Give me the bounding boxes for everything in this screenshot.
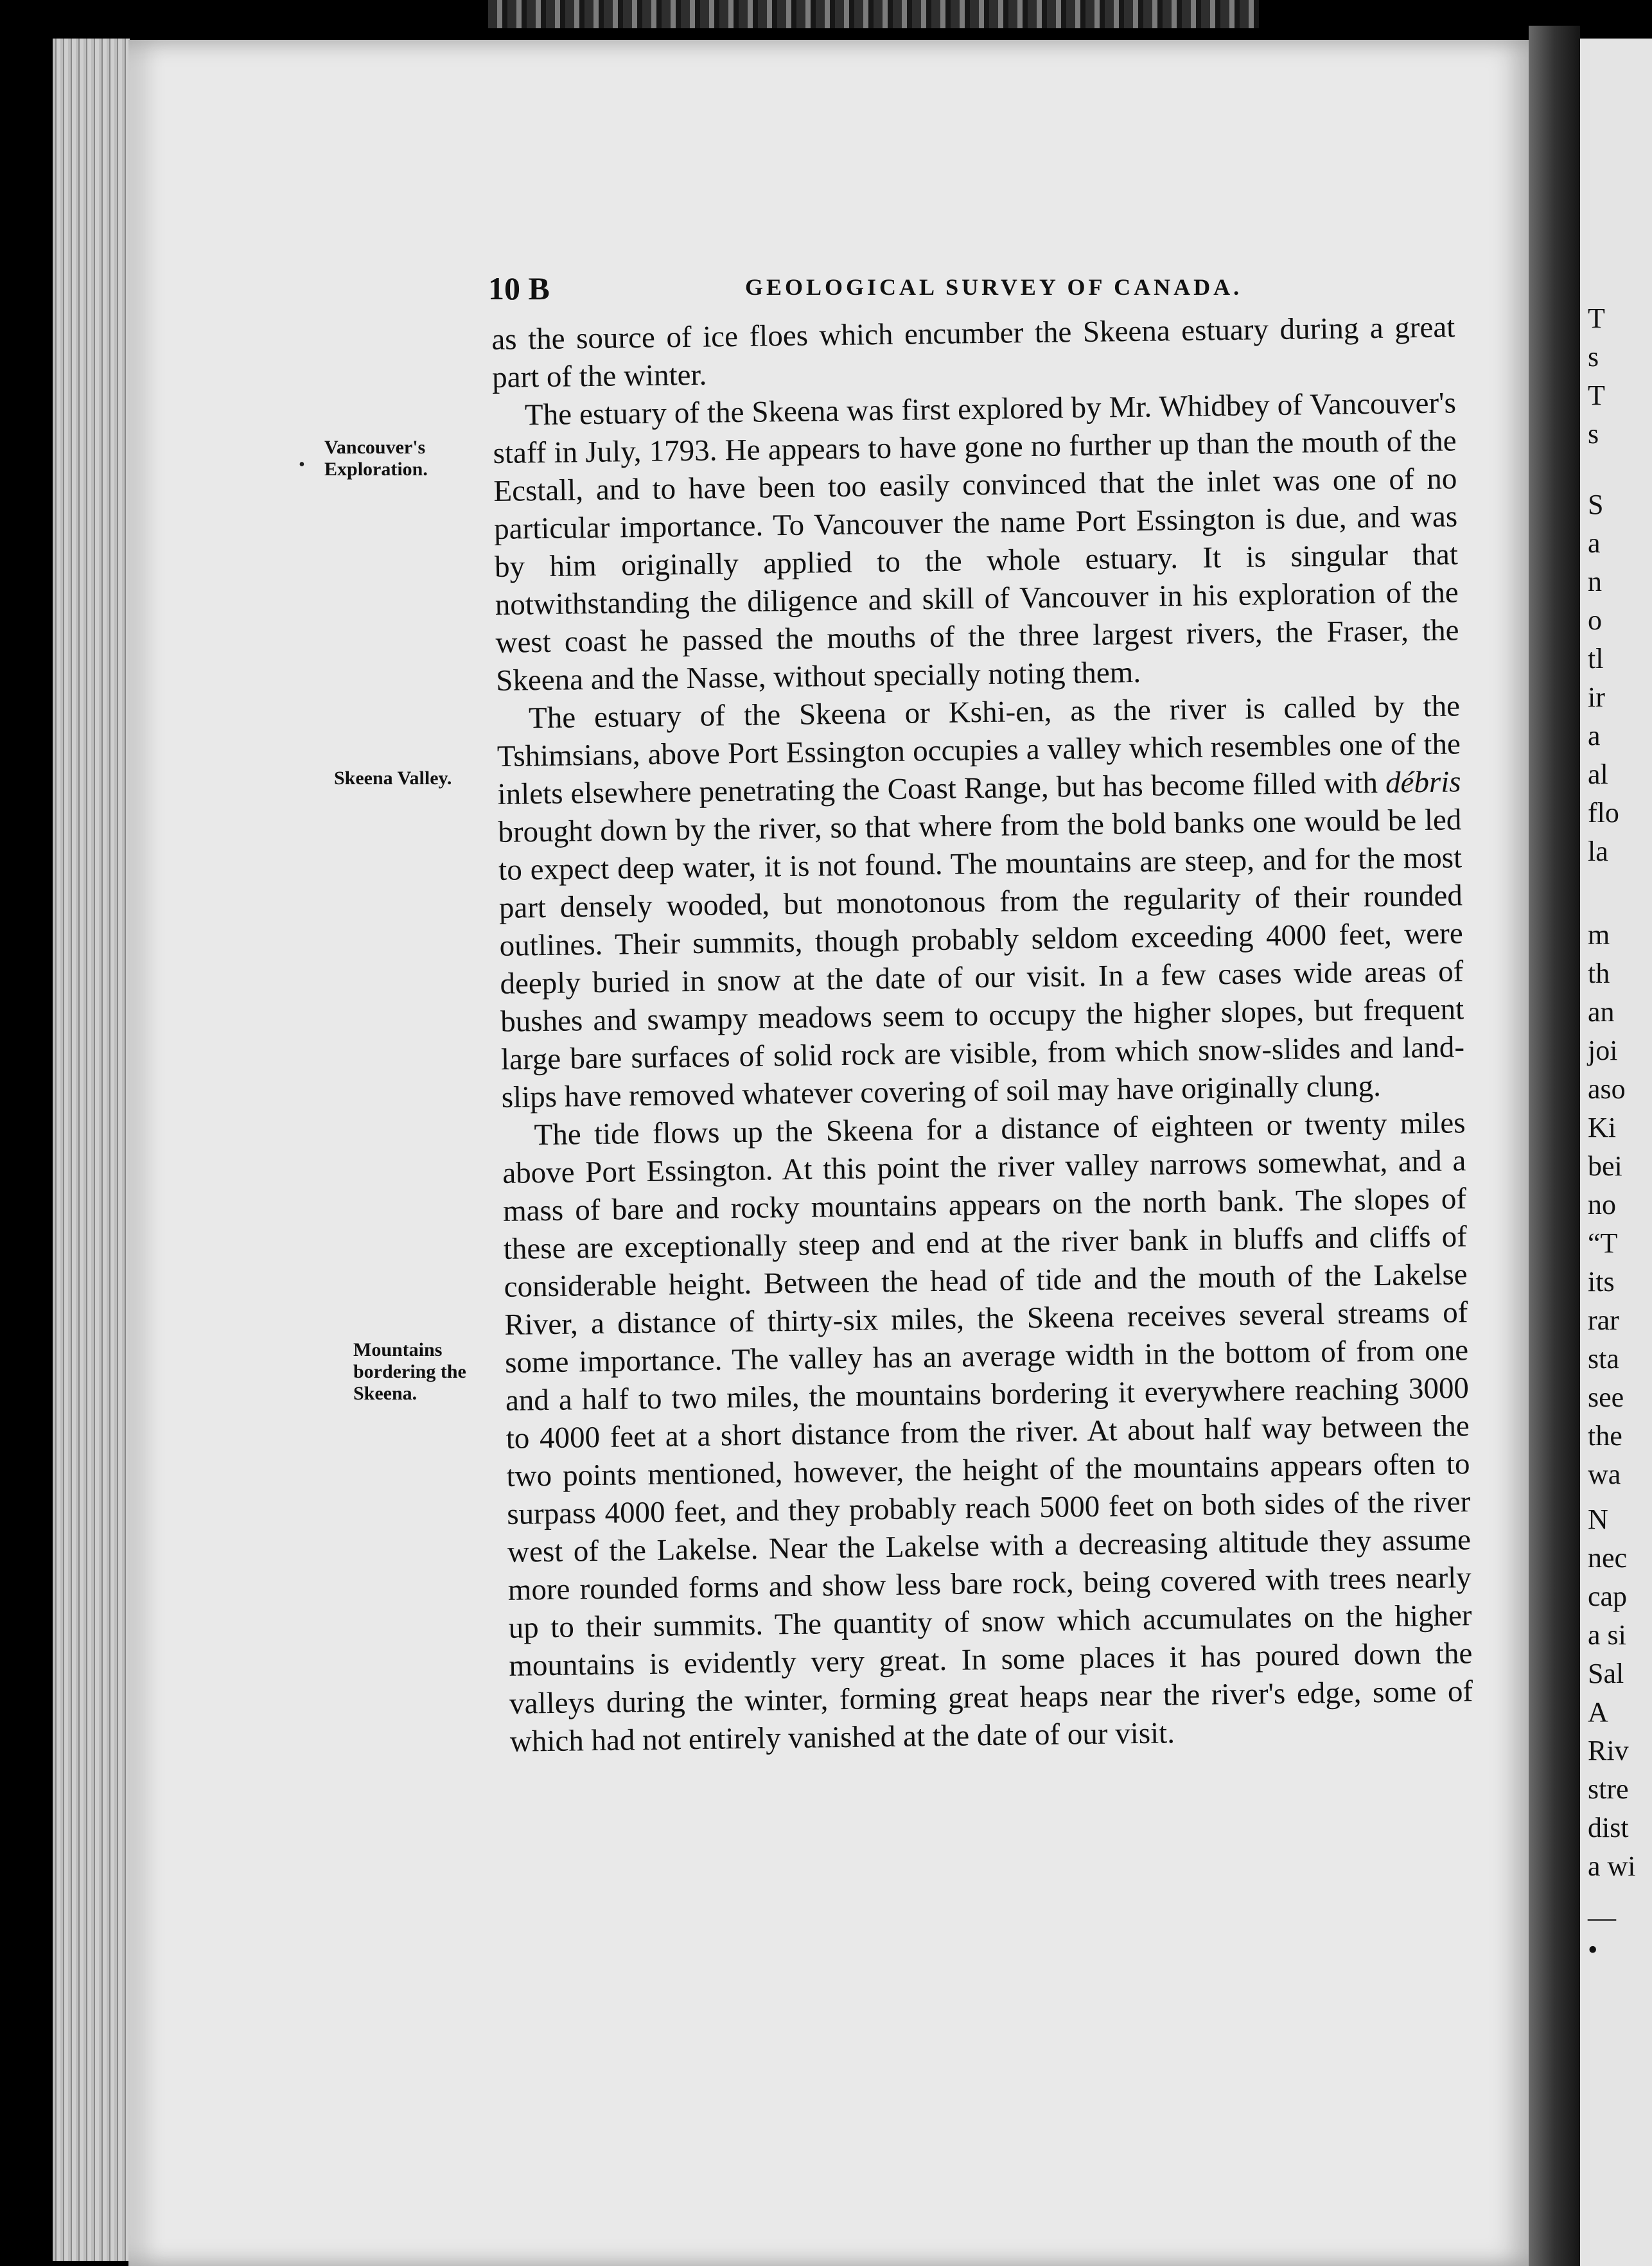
paragraph-skeena-estuary-part-2: brought down by the river, so that where from the bold banks one would be led to expect deep water, it is not found. The mountains are steep, and for the most part densely wooded, but monotonous from the regularity of their rounded outlines. Their summits, though probably seldom exceeding 4000 feet, were deeply buried in snow at the date of our visit. In a few cases wide areas of bushes and swampy meadows seem to occupy the higher slopes, but frequent large bare surfaces of solid rock are visible, from which snow-slides and land-slips have removed whatever covering of soil may have originally clung. xyxy=(498,803,1465,1114)
italic-debris: débris xyxy=(1385,765,1461,800)
facing-page-fragment: n xyxy=(1588,566,1602,597)
facing-page-fragment: S xyxy=(1588,489,1604,520)
facing-page-fragment: tl xyxy=(1588,643,1604,674)
paragraph-continuation: as the source of ice floes which encumber the Skeena estuary during a great part of the winter. xyxy=(491,310,1455,394)
facing-page-fragment: its xyxy=(1588,1266,1615,1297)
facing-page-fragment: T xyxy=(1588,303,1605,334)
facing-page-fragment: dist xyxy=(1588,1812,1629,1843)
body-text xyxy=(491,308,1473,1761)
facing-page-fragment: nec xyxy=(1588,1542,1628,1574)
facing-page-fragment: rar xyxy=(1588,1304,1619,1336)
margin-mark: • xyxy=(299,455,305,475)
facing-page-fragment: a xyxy=(1588,527,1601,559)
facing-page-fragment: m xyxy=(1588,919,1610,951)
facing-page-fragment: s xyxy=(1588,341,1599,373)
book-gutter xyxy=(1529,26,1580,2266)
facing-page-fragment: sta xyxy=(1588,1343,1619,1375)
facing-page-fragment: cap xyxy=(1588,1581,1628,1612)
facing-page-fragment: aso xyxy=(1588,1073,1626,1105)
facing-page-fragment: the xyxy=(1588,1420,1622,1452)
page-stack-edges xyxy=(53,39,130,2261)
facing-page-fragment: T xyxy=(1588,380,1605,411)
paragraph-skeena-estuary-part-1: The estuary of the Skeena or Kshi-en, as the river is called by the Tshimsians, above Port Essington occupies a valley which resembles one of the inlets elsewhere penetrating the Coast Range, but has become filled with xyxy=(496,689,1461,811)
facing-page-fragment: Ki xyxy=(1588,1112,1616,1143)
facing-page-fragment: th xyxy=(1588,958,1610,989)
facing-page-fragment: la xyxy=(1588,836,1608,867)
book-edge-decoration xyxy=(488,0,1259,28)
facing-page-fragment: Riv xyxy=(1588,1735,1629,1766)
page-number: 10 B xyxy=(488,270,550,306)
sidenote-skeena-valley: Skeena Valley. xyxy=(334,768,452,789)
facing-page-fragment: a si xyxy=(1588,1619,1626,1651)
facing-page-fragment: wa xyxy=(1588,1459,1621,1490)
facing-page-fragment: • xyxy=(1588,1934,1598,1965)
running-head: GEOLOGICAL SURVEY OF CANADA. xyxy=(745,274,1243,300)
sidenote-mountains-bordering: Mountains bordering the Skeena. xyxy=(353,1339,466,1404)
facing-page-fragment: see xyxy=(1588,1382,1624,1413)
facing-page-fragment: s xyxy=(1588,418,1599,450)
facing-page-fragment: an xyxy=(1588,996,1615,1028)
facing-page-fragment: stre xyxy=(1588,1773,1629,1805)
facing-page-fragment: A xyxy=(1588,1696,1608,1728)
paragraph-skeena-estuary xyxy=(496,687,1465,1117)
facing-page-fragment: o xyxy=(1588,604,1602,636)
facing-page-fragment: a xyxy=(1588,720,1601,751)
facing-page-fragment: Sal xyxy=(1588,1658,1624,1689)
paragraph-vancouver: The estuary of the Skeena was first explored by Mr. Whidbey of Vancouver's staff in July, 1793. He appears to have gone no further up than the mouth of the Ecstall, and to have been too easily convinced that the inlet was one of no particular importance. To Vancouver the name Port Essington is due, and was by him originally applied to the whole estuary. It is singular that notwithstanding the diligence and skill of Vancouver in his exploration of the west coast he passed the mouths of the three largest rivers, the Fraser, the Skeena and the Nasse, without specially noting them. xyxy=(493,386,1459,698)
facing-page-fragment: bei xyxy=(1588,1150,1622,1182)
facing-page-fragment: N xyxy=(1588,1504,1608,1535)
facing-page-fragment: — xyxy=(1588,1902,1616,1933)
paragraph-tide-mountains: The tide flows up the Skeena for a distance of eighteen or twenty miles above Port Essington. At this point the river valley narrows somewhat, and a mass of bare and rocky mountains appears on the north bank. The slopes of these are exceptionally steep and end at the river bank in bluffs and cliffs of considerable height. Between the head of tide and the mouth of the Lakelse River, a distance of thirty-six miles, the Skeena receives several streams of some importance. The valley has an average width in the bottom of from one and a half to two miles, the mountains bordering it everywhere reaching 3000 to 4000 feet at a short distance from the river. At about half way between the two points mentioned, however, the height of the mountains appears often to surpass 4000 feet, and they probably reach 5000 feet on both sides of the river west of the Lakelse. Near the Lakelse with a decreasing altitude they assume more rounded forms and show less bare rock, being covered with trees nearly up to their summits. The quantity of snow which accumulates on the higher mountains is evidently very great. In some places it has poured down the valleys during the winter, forming great heaps near the river's edge, some of which had not entirely vanished at the date of our visit. xyxy=(502,1106,1473,1759)
facing-page-fragment: ir xyxy=(1588,681,1605,713)
facing-page-fragment: al xyxy=(1588,759,1608,790)
sidenote-vancouver-exploration: Vancouver's Exploration. xyxy=(324,437,428,480)
facing-page-fragment: a wi xyxy=(1588,1850,1636,1882)
page-header xyxy=(488,270,1243,315)
facing-page-fragment: joi xyxy=(1588,1035,1618,1066)
facing-page-fragment: “T xyxy=(1588,1227,1618,1259)
facing-page-fragment: flo xyxy=(1588,797,1619,829)
facing-page xyxy=(1580,39,1652,2266)
facing-page-fragment: no xyxy=(1588,1189,1616,1220)
